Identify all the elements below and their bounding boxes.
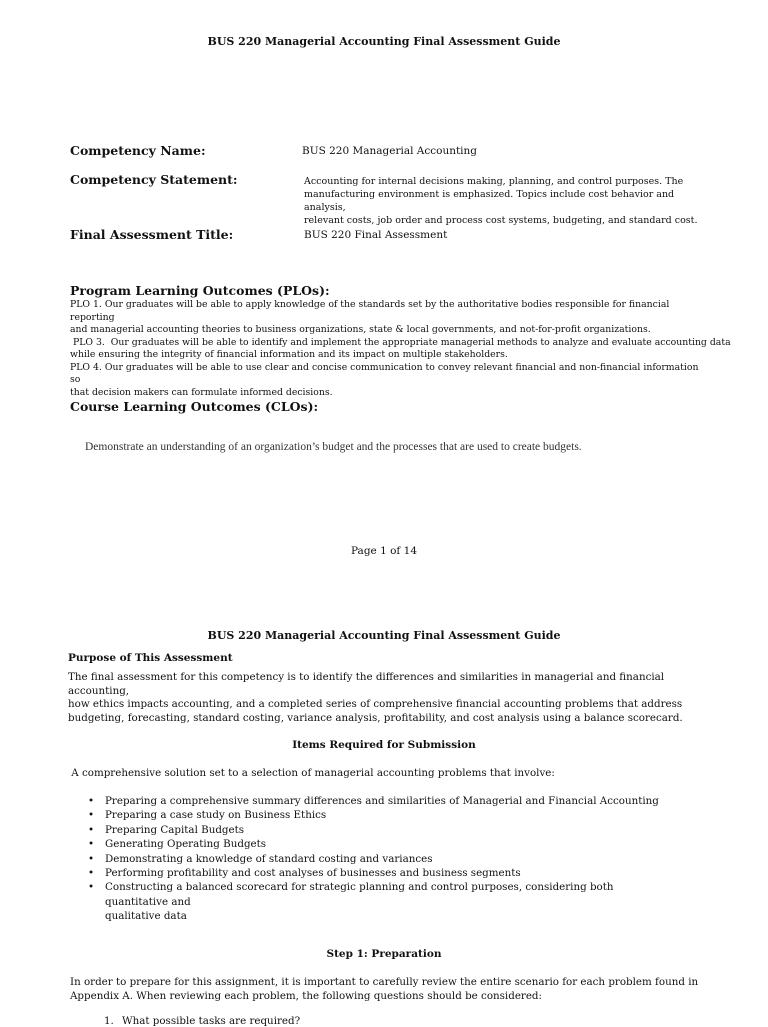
list-item [88, 823, 668, 837]
step-line: Appendix A. When reviewing each problem, the following questions should be considered: [70, 989, 542, 1002]
step-heading: Step 1: Preparation [326, 948, 442, 960]
purpose-line: how ethics impacts accounting, and a completed series of comprehensive financial accounting problems that address [68, 698, 683, 710]
items-intro: A comprehensive solution set to a selection of managerial accounting problems that involve: [68, 767, 555, 779]
purpose-line: The final assessment for this competency is to identify the differences and similarities in managerial and financial accounting, [68, 671, 665, 697]
bullet-icon: • [88, 838, 95, 851]
bullet-icon: • [88, 809, 95, 822]
bullet-icon: • [88, 795, 95, 807]
competency-name-value: BUS 220 Managerial Accounting [302, 145, 478, 157]
requirements-list [88, 794, 668, 924]
bullet-text: Preparing Capital Budgets [105, 823, 245, 836]
statement-line: manufacturing environment is emphasized. Topics include cost behavior and analysis, [304, 189, 675, 213]
page-number: Page 1 of 14 [350, 545, 418, 557]
final-assessment-label: Final Assessment Title: [70, 227, 234, 242]
competency-statement-label: Competency Statement: [70, 172, 238, 187]
plo-line: PLO 1. Our graduates will be able to apply knowledge of the standards set by the authoritative bodies responsible for financial reporting [70, 299, 670, 323]
step-text [70, 976, 710, 1003]
list-item [88, 837, 668, 851]
item-number: 1. [104, 1015, 114, 1027]
competency-statement-text [304, 175, 704, 227]
bullet-text: Preparing a comprehensive summary differences and similarities of Managerial and Financial Accounting [105, 795, 659, 807]
questions-list [104, 1015, 300, 1027]
plo-heading: Program Learning Outcomes (PLOs): [70, 283, 330, 298]
bullet-icon: • [88, 823, 95, 836]
bullet-icon: • [88, 867, 95, 880]
list-item [88, 866, 668, 880]
statement-line: Accounting for internal decisions making, planning, and control purposes. The [304, 176, 684, 187]
items-heading: Items Required for Submission [292, 739, 476, 751]
bullet-text: Constructing a balanced scorecard for strategic planning and control purposes, considering both quantitative and [105, 881, 614, 908]
plo-line: PLO 4. Our graduates will be able to use clear and concise communication to convey relevant financial and non-financial information so [70, 361, 699, 385]
bullet-text: Demonstrating a knowledge of standard costing and variances [105, 852, 433, 865]
bullet-text: Performing profitability and cost analyses of businesses and business segments [105, 867, 521, 880]
plo-line: PLO 3. Our graduates will be able to identify and implement the appropriate managerial methods to analyze and evaluate accounting data [70, 336, 731, 348]
bullet-icon: • [88, 852, 95, 865]
bullet-icon: • [88, 881, 95, 894]
list-item [88, 794, 668, 808]
bullet-text: qualitative data [105, 910, 187, 923]
bullet-text: Generating Operating Budgets [105, 838, 267, 851]
plo-line: while ensuring the integrity of financial information and its impact on multiple stakeholders. [70, 349, 508, 360]
plo-list [70, 299, 731, 399]
plo-line: and managerial accounting theories to business organizations, state & local governments, and not-for-profit organizations. [70, 324, 651, 335]
bullet-text: Preparing a case study on Business Ethics [105, 809, 327, 822]
list-item [88, 880, 668, 909]
page2-header: BUS 220 Managerial Accounting Final Assessment Guide [207, 629, 561, 642]
list-item [88, 808, 668, 822]
statement-line: relevant costs, job order and process cost systems, budgeting, and standard cost. [304, 215, 698, 226]
item-text: What possible tasks are required? [122, 1015, 301, 1027]
final-assessment-value: BUS 220 Final Assessment [304, 229, 448, 241]
competency-name-label: Competency Name: [70, 143, 206, 158]
list-item [88, 852, 668, 866]
page1-header: BUS 220 Managerial Accounting Final Assessment Guide [207, 35, 561, 48]
purpose-text [68, 671, 708, 725]
list-item-continuation [88, 909, 668, 923]
plo-line: that decision makers can formulate informed decisions. [70, 386, 333, 398]
list-item [104, 1015, 300, 1027]
clo-heading: Course Learning Outcomes (CLOs): [70, 399, 319, 414]
purpose-heading: Purpose of This Assessment [68, 652, 233, 664]
step-line: In order to prepare for this assignment, it is important to carefully review the entire scenario for each problem found in [70, 976, 699, 988]
clo-text: Demonstrate an understanding of an organization’s budget and the processes that are used to create budgets. [85, 441, 582, 453]
purpose-line: budgeting, forecasting, standard costing, variance analysis, profitability, and cost analysis using a balance scorecard. [68, 711, 683, 724]
